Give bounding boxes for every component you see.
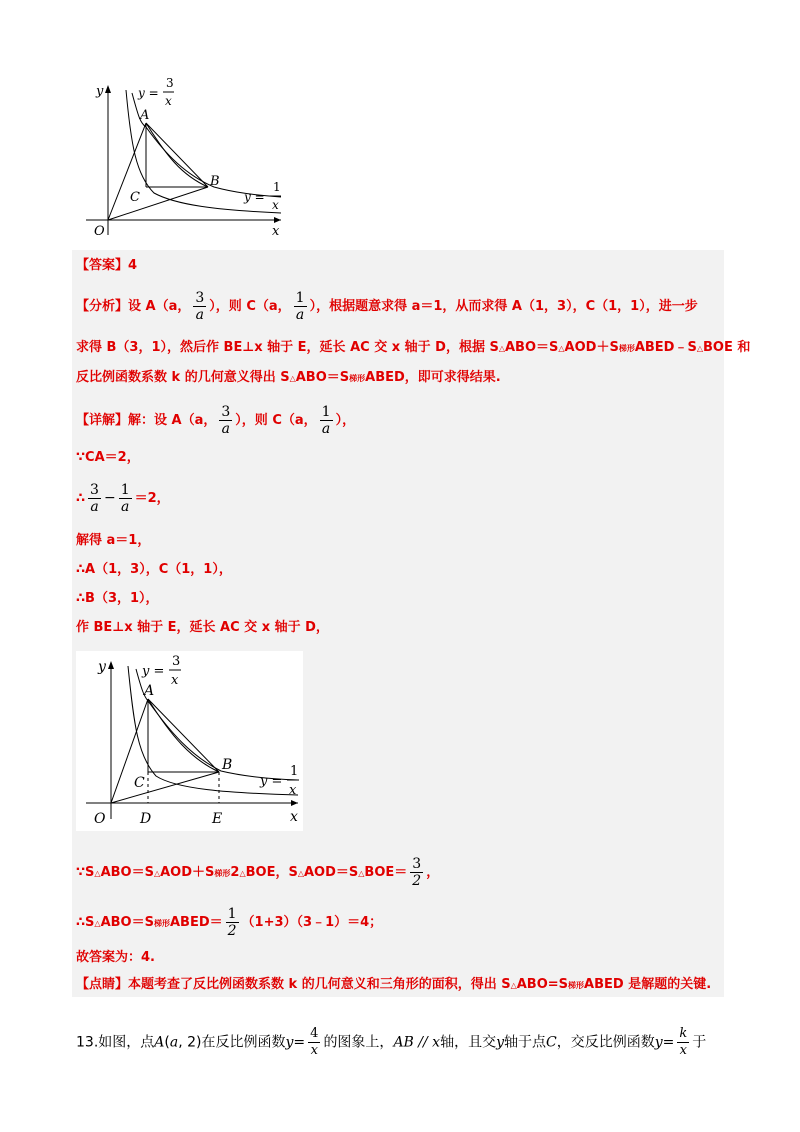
curve1-label-den: x xyxy=(171,673,179,688)
fraction: $\frac{3}{2}$ xyxy=(412,856,422,889)
fraction: $\frac{4}{x}$ xyxy=(310,1026,319,1058)
curve2-label-num: 1 xyxy=(290,764,299,779)
detail-line-6: ∴B（3，1）， xyxy=(76,591,159,606)
curve2-label-prefix: y = xyxy=(244,190,265,204)
figure-2 xyxy=(76,651,303,831)
detail-line-8: ∵S△ABO＝S△AOD＋S梯形2△BOE，S△AOD＝S△BOE＝ $\frac{3}{2}$ ， xyxy=(76,856,440,889)
label-o: O xyxy=(94,224,105,239)
analysis-line-1: 【分析】设 A（a， $\frac{3}{a}$ ），则 C（a， $\frac{1}{a}$ ），根据题意求得 a＝1，从而求得 A（1，3），C（1，1），进一步 xyxy=(76,290,698,323)
curve-3-over-x xyxy=(132,93,281,197)
label-c: C xyxy=(130,190,140,205)
curve1-label-num: 3 xyxy=(172,654,181,669)
analysis-line-2: 求得 B（3，1），然后作 BE⊥x 轴于 E，延长 AC 交 x 轴于 D，根据 S△ABO＝S△AOD＋S梯形ABED﹣S△BOE 和 xyxy=(76,340,751,355)
detail-line-5: ∴A（1，3），C（1，1）， xyxy=(76,562,232,577)
curve1-label-prefix: y = xyxy=(138,86,159,100)
detail-line-9: ∴S△ABO＝S梯形ABED＝ $\frac{1}{2}$ （1+3）（3﹣1）＝4； xyxy=(76,906,383,939)
fraction: $\frac{3}{a}$ xyxy=(195,290,205,323)
detail-line-10: 故答案为：4. xyxy=(76,950,155,965)
label-b: B xyxy=(222,757,233,773)
label-e: E xyxy=(212,811,223,827)
fraction: $\frac{1}{a}$ xyxy=(120,482,130,515)
detail-line-4: 解得 a＝1， xyxy=(76,533,151,548)
label-y: y xyxy=(96,84,104,99)
x-axis-arrow xyxy=(274,217,281,223)
curve2-label-den: x xyxy=(272,198,279,212)
curve2-label-prefix: y = xyxy=(260,774,283,789)
detail-line-7: 作 BE⊥x 轴于 E，延长 AC 交 x 轴于 D， xyxy=(76,620,329,635)
x-axis-arrow xyxy=(291,800,298,806)
segment-ob xyxy=(111,772,219,803)
y-axis-arrow xyxy=(108,661,114,669)
figure-2-svg xyxy=(76,651,303,831)
fraction: $\frac{1}{a}$ xyxy=(321,404,331,437)
label-b: B xyxy=(210,174,220,189)
fraction: $\frac{1}{2}$ xyxy=(227,906,237,939)
remark-line: 【点睛】本题考查了反比例函数系数 k 的几何意义和三角形的面积，得出 S△ABO=S梯形ABED 是解题的关键. xyxy=(76,977,712,992)
label-c: C xyxy=(134,775,145,791)
question-13: 13.如图，点A(a, 2)在反比例函数y= $\frac{4}{x}$ 的图象上，AB // x轴，且交y轴于点C，交反比例函数y= $\frac{k}{x}$ 于 xyxy=(76,1026,707,1058)
answer-line: 【答案】4 xyxy=(76,258,138,273)
label-a: A xyxy=(144,683,155,699)
curve2-label-num: 1 xyxy=(273,180,281,194)
y-axis-arrow xyxy=(105,85,111,93)
detail-line-2: ∵CA＝2， xyxy=(76,450,140,465)
curve1-label-prefix: y = xyxy=(142,664,165,679)
curve2-label-den: x xyxy=(289,783,297,798)
curve-3-over-x xyxy=(136,669,298,780)
detail-line-1: 【详解】解：设 A（a， $\frac{3}{a}$ ），则 C（a， $\frac{1}{a}$ ）， xyxy=(76,404,356,437)
figure-1 xyxy=(76,75,291,240)
curve1-label-num: 3 xyxy=(166,76,174,90)
fraction: $\frac{1}{a}$ xyxy=(295,290,305,323)
label-d: D xyxy=(140,811,152,827)
detail-line-3: ∴ $\frac{3}{a}$ − $\frac{1}{a}$ ＝2， xyxy=(76,482,170,515)
label-o: O xyxy=(94,811,106,827)
fraction: $\frac{k}{x}$ xyxy=(679,1026,688,1058)
segment-ob xyxy=(108,187,208,220)
label-a: A xyxy=(140,108,150,123)
segment-ab xyxy=(148,699,219,772)
fraction: $\frac{3}{a}$ xyxy=(90,482,99,515)
segment-ab xyxy=(146,123,208,187)
fraction: $\frac{3}{a}$ xyxy=(221,404,231,437)
label-x: x xyxy=(290,809,298,825)
analysis-line-3: 反比例函数系数 k 的几何意义得出 S△ABO＝S梯形ABED，即可求得结果. xyxy=(76,370,501,385)
curve1-label-den: x xyxy=(165,94,172,108)
figure-1-svg xyxy=(76,75,291,240)
label-x: x xyxy=(272,224,280,239)
label-y: y xyxy=(98,659,106,675)
